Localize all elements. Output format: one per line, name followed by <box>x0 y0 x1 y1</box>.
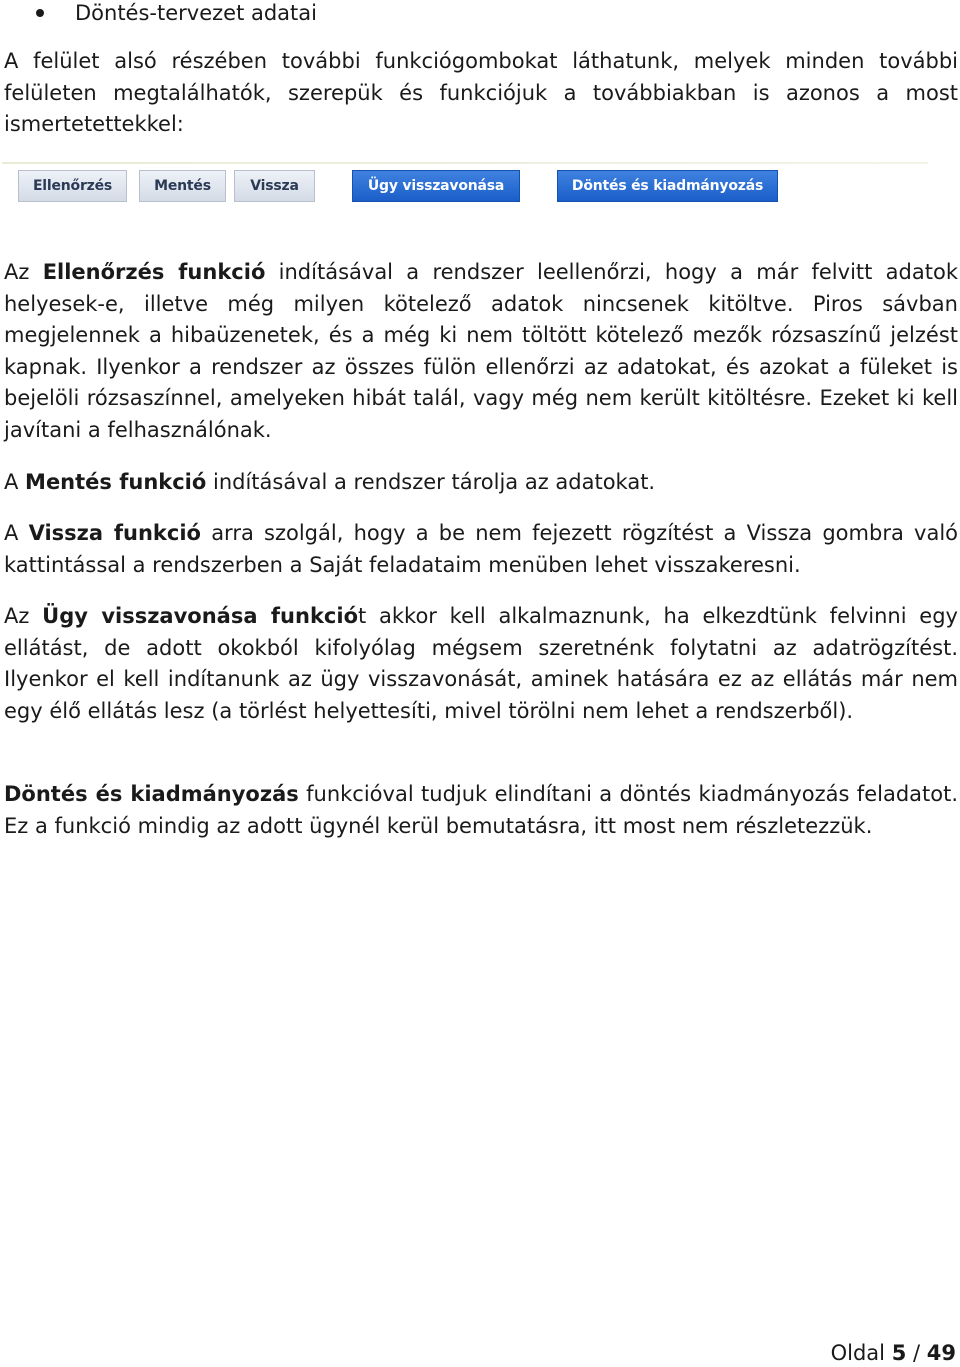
ugy-visszavonasa-pre: Az <box>4 604 43 628</box>
ugy-visszavonasa-description: t akkor kell alkalmaznunk, ha elkezdtünk felvinni egy ellátást, de adott okokból kifolyólag mégsem szeretnénk folytatni az adatrögzítést. Ilyenkor el kell indítanunk az ügy visszavonását, aminek hatására ez az ellátás már nem egy élő ellátás lesz (a törlést helyettesíti, mivel törölni nem lehet a rendszerből). <box>4 604 958 723</box>
ellenorzes-description: indításával a rendszer leellenőrzi, hogy a már felvitt adatok helyesek-e, illetve még milyen kötelező adatok nincsenek kitöltve. Piros sávban megjelennek a hibaüzenetek, és a még ki nem töltött kötelező mezők rózsaszínű jelzést kapnak. Ilyenkor a rendszer az összes fülön ellenőrzi az adatokat, és azokat a füleket is bejelöli rózsaszínnel, amelyeken hibát talál, vagy még nem került kitöltésre. Ezeket ki kell javítani a felhasználónak. <box>4 260 958 442</box>
dontes-paragraph <box>4 779 958 842</box>
ellenorzes-button[interactable]: Ellenőrzés <box>18 170 127 202</box>
toolbar-divider <box>2 162 928 164</box>
dontes-description: funkcióval tudjuk elindítani a döntés kiadmányozás feladatot. Ez a funkció mindig az adott ügynél kerül bemutatásra, itt most nem részletezzük. <box>4 782 959 838</box>
ellenorzes-paragraph <box>4 257 958 446</box>
vissza-term: Vissza funkció <box>28 521 201 545</box>
vissza-description: arra szolgál, hogy a be nem fejezett rögzítést a Vissza gombra való kattintással a rendszerben a Saját feladataim menüben lehet visszakeresni. <box>4 521 959 577</box>
vissza-pre: A <box>4 521 29 545</box>
dontes-term: Döntés és kiadmányozás <box>4 782 299 806</box>
ugy-visszavonasa-button[interactable]: Ügy visszavonása <box>352 170 520 202</box>
ugy-visszavonasa-paragraph <box>4 601 958 727</box>
mentes-term: Mentés funkció <box>25 470 207 494</box>
ellenorzes-term: Ellenőrzés funkció <box>42 260 266 284</box>
page-footer <box>831 1340 956 1366</box>
vissza-button[interactable]: Vissza <box>234 170 315 202</box>
current-page-number: 5 <box>891 1341 907 1365</box>
vissza-paragraph <box>4 518 958 581</box>
mentes-pre: A <box>4 470 26 494</box>
section-bullet-heading <box>36 0 317 26</box>
bullet-dot-icon <box>36 9 44 17</box>
ellenorzes-pre: Az <box>4 260 43 284</box>
mentes-paragraph <box>4 467 958 499</box>
footer-label: Oldal <box>830 1341 885 1365</box>
intro-paragraph: A felület alsó részében további funkciógombokat láthatunk, melyek minden további felületen megtalálhatók, szerepük és funkciójuk a továbbiakban is azonos a most ismertetettekkel: <box>4 49 958 136</box>
mentes-button[interactable]: Mentés <box>139 170 226 202</box>
total-pages-number: 49 <box>926 1341 956 1365</box>
mentes-description: indításával a rendszer tárolja az adatokat. <box>206 470 656 494</box>
page-separator: / <box>913 1341 921 1365</box>
dontes-es-kiadmanyozas-button[interactable]: Döntés és kiadmányozás <box>557 170 778 202</box>
section-heading-text: Döntés-tervezet adatai <box>75 1 317 25</box>
ugy-visszavonasa-term: Ügy visszavonása funkció <box>42 604 358 628</box>
